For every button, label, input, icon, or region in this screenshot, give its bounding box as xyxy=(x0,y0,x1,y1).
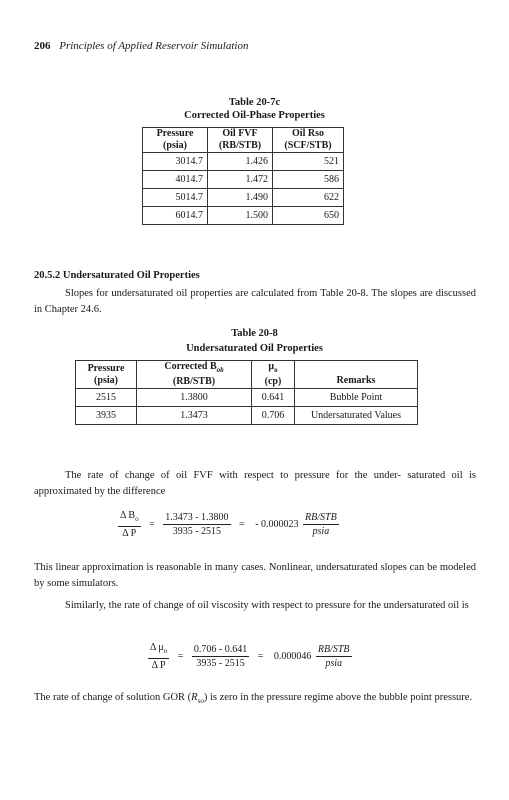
paragraph-slopes: Slopes for undersaturated oil properties are calculated from Table 20-8. The slopes are discussed in Chapter 24.6. xyxy=(34,288,476,315)
table-cell: 0.641 xyxy=(252,389,295,407)
equation-fvf-slope: $\frac{\Delta B_o}{\text{Δ P}}$ = $\frac{1.3473 - 1.3800}{3935 - 2515}$ = - 0.000023 $\frac{\text{RB/STB}}{\text{psia}}$ xyxy=(120,510,337,539)
column-header-corrected-bob: Corrected $B_{ob}$ (RB/STB) xyxy=(137,361,252,389)
table-row xyxy=(143,171,344,189)
table-cell: 3014.7 xyxy=(143,153,208,171)
table-row xyxy=(143,153,344,171)
table-cell: Undersaturated Values xyxy=(295,407,418,425)
unit-fraction: $\frac{\text{RB/STB}}{\text{psia}}$ xyxy=(317,644,350,669)
table-cell: 586 xyxy=(273,171,344,189)
rhs-fraction: $\frac{1.3473 - 1.3800}{3935 - 2515}$ xyxy=(165,512,229,537)
table-20-8-label: Table 20-8 xyxy=(231,328,278,339)
equation-result: - 0.000023 xyxy=(255,519,299,530)
table-row xyxy=(76,389,418,407)
paragraph-solution-gor: The rate of change of solution GOR $(R_{so})$ is zero in the pressure regime above the bubble point pressure. xyxy=(34,692,473,706)
column-header-pressure: Pressure (psia) xyxy=(143,128,208,153)
column-header-pressure: Pressure (psia) xyxy=(76,361,137,389)
table-cell: 0.706 xyxy=(252,407,295,425)
page-number: 206 xyxy=(34,40,51,52)
table-cell: 1.426 xyxy=(208,153,273,171)
table-row xyxy=(76,407,418,425)
table-20-8-title: Undersaturated Oil Properties xyxy=(186,343,323,354)
table-20-8 xyxy=(75,360,418,425)
column-header-oil-rso: Oil Rso (SCF/STB) xyxy=(273,128,344,153)
paragraph-viscosity: Similarly, the rate of change of oil viscosity with respect to pressure for the undersaturated oil is xyxy=(65,600,469,611)
table-header-row xyxy=(143,128,344,153)
running-head xyxy=(34,40,248,52)
table-header-row xyxy=(76,361,418,389)
table-cell: 2515 xyxy=(76,389,137,407)
column-header-viscosity: $\mu_o$ (cp) xyxy=(252,361,295,389)
paragraph-oil-fvf: The rate of change of oil FVF with respect to pressure for the under- saturated oil is approximated by the difference xyxy=(34,470,476,497)
lhs-fraction: $\frac{\Delta B_o}{\text{Δ P}}$ xyxy=(120,510,139,539)
table-cell: Bubble Point xyxy=(295,389,418,407)
table-row xyxy=(143,189,344,207)
table-cell: 4014.7 xyxy=(143,171,208,189)
table-20-7c-label: Table 20-7c xyxy=(228,97,281,108)
table-cell: 5014.7 xyxy=(143,189,208,207)
book-title: Principles of Applied Reservoir Simulation xyxy=(59,40,249,52)
rhs-fraction: $\frac{0.706 - 0.641}{3935 - 2515}$ xyxy=(193,644,248,669)
table-cell: 1.3800 xyxy=(137,389,252,407)
table-20-7c-title: Corrected Oil-Phase Properties xyxy=(184,110,325,121)
table-cell: 1.3473 xyxy=(137,407,252,425)
table-cell: 1.472 xyxy=(208,171,273,189)
table-cell: 521 xyxy=(273,153,344,171)
column-header-remarks: Remarks xyxy=(295,361,418,389)
unit-fraction: $\frac{\text{RB/STB}}{\text{psia}}$ xyxy=(305,512,337,537)
table-cell: 650 xyxy=(273,207,344,225)
column-header-oil-fvf: Oil FVF (RB/STB) xyxy=(208,128,273,153)
table-cell: 1.500 xyxy=(208,207,273,225)
section-heading: 20.5.2 Undersaturated Oil Properties xyxy=(34,270,200,281)
table-cell: 3935 xyxy=(76,407,137,425)
lhs-fraction: $\frac{\Delta \mu_o}{\text{Δ P}}$ xyxy=(150,642,168,671)
table-cell: 1.490 xyxy=(208,189,273,207)
table-cell: 6014.7 xyxy=(143,207,208,225)
equation-viscosity-slope: $\frac{\Delta \mu_o}{\text{Δ P}}$ = $\frac{0.706 - 0.641}{3935 - 2515}$ = 0.000046 $\frac{\text{RB/STB}}{\text{psia}}$ xyxy=(150,642,350,671)
table-row xyxy=(143,207,344,225)
table-20-7c xyxy=(142,127,344,225)
paragraph-linear-approximation: This linear approximation is reasonable in many cases. Nonlinear, undersaturated slopes can be modeled by some simulators. xyxy=(34,562,476,589)
equation-result: 0.000046 xyxy=(273,651,312,662)
table-cell: 622 xyxy=(273,189,344,207)
